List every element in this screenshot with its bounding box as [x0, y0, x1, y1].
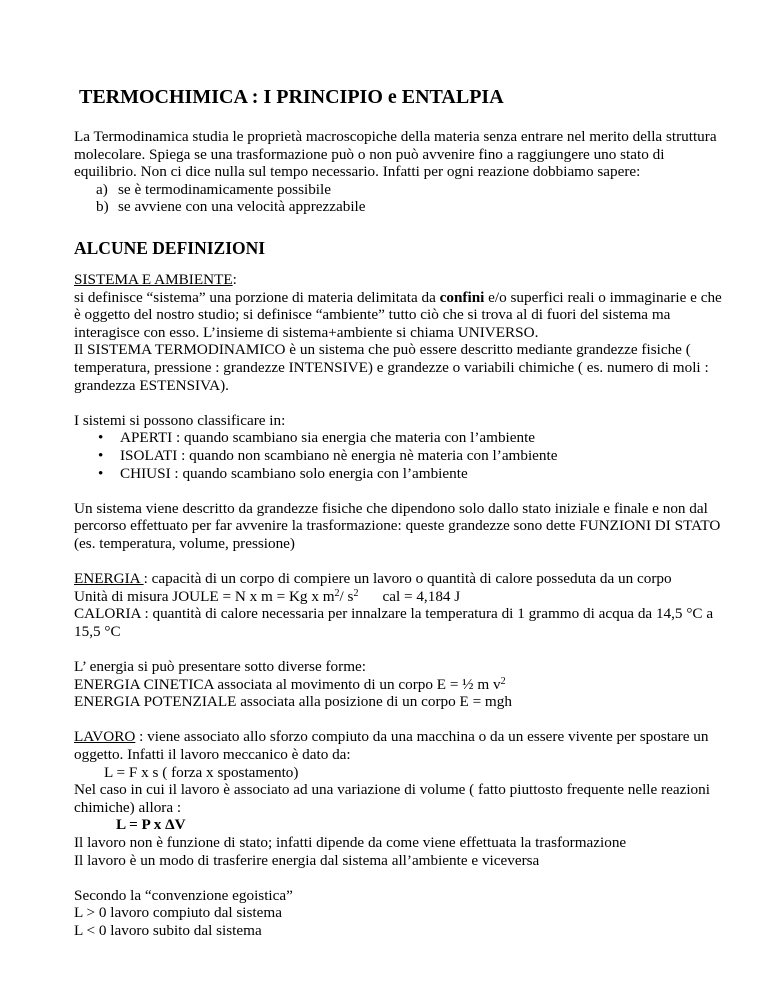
list-item — [96, 198, 728, 216]
energia-potenziale: ENERGIA POTENZIALE associata alla posizione di un corpo E = mgh — [74, 693, 512, 711]
list-item: • ISOLATI : quando non scambiano nè energia nè materia con l’ambiente — [98, 446, 558, 464]
bullet-icon: • — [98, 464, 104, 482]
sistema-definition: si definisce “sistema” una porzione di materia delimitata da confini e/o superfici reali o immaginarie e che è oggetto del nostro studio; si definisce “ambiente” tutto ciò che si trova al di fuori del sistema ma interagisce con esso. L’insieme di sistema+ambiente si chiama UNIVERSO. — [74, 288, 722, 341]
intro-paragraph: La Termodinamica studia le proprietà macroscopiche della materia senza entrare nel merito della struttura molecolare. Spiega se una trasformazione può o non può avvenire fino a raggiungere uno stato di equilibrio. Non ci dice nulla sul tempo necessario. Infatti per ogni reazione dobbiamo sapere: — [74, 128, 717, 181]
convenzione-lead: Secondo la “convenzione egoistica” — [74, 886, 293, 904]
list-item-text: se avviene con una velocità apprezzabile — [118, 198, 366, 216]
list-marker: b) — [96, 198, 109, 216]
document-title: TERMOCHIMICA : I PRINCIPIO e ENTALPIA — [79, 86, 504, 108]
energia-cinetica: ENERGIA CINETICA associata al movimento di un corpo E = ½ m $v^2$ — [74, 675, 506, 693]
bold-term: confini — [439, 288, 485, 306]
formula-lavoro-volume: L = P x ΔV — [116, 816, 186, 834]
list-marker: a) — [96, 180, 108, 198]
classify-list — [74, 429, 728, 482]
sistema-termodinamico: Il SISTEMA TERMODINAMICO è un sistema che può essere descritto mediante grandezze fisiche ( temperatura, pressione : grandezze INTENSIVE) e grandezze o variabili chimiche ( es. numero di moli : grandezza ESTENSIVA). — [74, 341, 709, 394]
intro-list — [74, 181, 728, 216]
sistema-paragraph: SISTEMA E AMBIENTE: — [74, 270, 237, 288]
list-item: • APERTI : quando scambiano sia energia che materia con l’ambiente — [98, 429, 536, 447]
bullet-icon: • — [98, 429, 104, 447]
caloria-paragraph: CALORIA : quantità di calore necessaria per innalzare la temperatura di 1 grammo di acqua da 14,5 °C a 15,5 °C — [74, 605, 714, 640]
list-item: • CHIUSI : quando scambiano solo energia con l’ambiente — [98, 464, 468, 482]
list-item-text: se è termodinamicamente possibile — [118, 180, 331, 198]
lavoro-non-funzione-stato: Il lavoro non è funzione di stato; infatti dipende da come viene effettuata la trasformazione — [74, 833, 627, 851]
funzioni-di-stato-paragraph: Un sistema viene descritto da grandezze fisiche che dipendono solo dallo stato iniziale e finale e non dal percorso effettuato per far avvenire la trasformazione: queste grandezze sono dette FUNZIONI DI STATO (es. temperatura, volume, pressione) — [74, 499, 721, 552]
classify-lead: I sistemi si possono classificare in: — [74, 411, 286, 429]
list-item — [96, 181, 728, 199]
lavoro-paragraph: LAVORO : viene associato allo sforzo compiuto da una macchina o da un essere vivente per spostare un oggetto. Infatti il lavoro meccanico è dato da: — [74, 728, 709, 763]
energia-units: Unità di misura JOULE = N x m = Kg x $m^2/$ $s^2$ cal = 4,184 J — [74, 587, 461, 605]
convenzione-line-2: L < 0 lavoro subito dal sistema — [74, 921, 262, 939]
convenzione-line-1: L > 0 lavoro compiuto dal sistema — [74, 904, 282, 922]
energia-paragraph: ENERGIA : capacità di un corpo di compiere un lavoro o quantità di calore posseduta da un corpo — [74, 570, 672, 588]
sistema-heading: SISTEMA E AMBIENTE — [74, 270, 233, 288]
bullet-icon: • — [98, 446, 104, 464]
section-heading: ALCUNE DEFINIZIONI — [74, 237, 266, 258]
energia-heading: ENERGIA — [74, 570, 144, 588]
lavoro-heading: LAVORO — [74, 728, 136, 746]
lavoro-volume-paragraph: Nel caso in cui il lavoro è associato ad una variazione di volume ( fatto piuttosto frequente nelle reazioni chimiche) allora : — [74, 781, 710, 816]
formula-lavoro-meccanico: L = F x s ( forza x spostamento) — [104, 763, 299, 781]
forme-lead: L’ energia si può presentare sotto diverse forme: — [74, 658, 366, 676]
lavoro-trasferimento: Il lavoro è un modo di trasferire energia dal sistema all’ambiente e viceversa — [74, 851, 540, 869]
